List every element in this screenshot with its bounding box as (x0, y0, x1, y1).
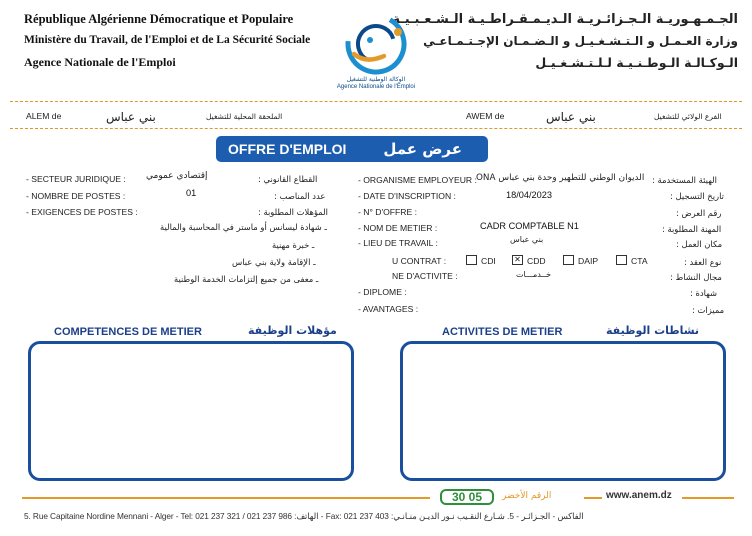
exigence-2: ـ خبرة مهنية (272, 240, 315, 250)
offre-label: - N° D'OFFRE : (358, 207, 418, 217)
competences-title-ar: مؤهلات الوظيفة (248, 324, 337, 337)
footer-address: 5. Rue Capitaine Nordine Mennani - Alger - Tel: 021 237 321 / 021 237 986 :الهاتف - Fax: 021 237 403 :الفاكس - الجـزائـر - 5. شـارع النقـيب نـور الديـن منـانـي (24, 511, 584, 521)
footer-line-mid (584, 497, 602, 499)
organisme-value: الديوان الوطني للتطهير وحدة بني عباس ONA (476, 173, 645, 183)
awem-label: AWEM de (466, 111, 505, 121)
website-link[interactable]: www.anem.dz (606, 490, 672, 501)
exigence-1: ـ شهادة ليسانس أو ماستر في المحاسبة والمالية (160, 222, 327, 232)
lieu-value: بني عباس (510, 235, 544, 244)
cdi-checkbox[interactable] (466, 255, 477, 265)
activites-title-ar: نشاطات الوظيفة (606, 324, 700, 337)
header-ar-line3: الـوكـالـة الـوطـنـيـة لـلـتـشـغـيـل (535, 55, 738, 70)
offer-title-fr: OFFRE D'EMPLOI (228, 141, 347, 157)
logo-ar-text: الوكالة الوطنية للتشغيل (346, 76, 406, 83)
exigences-ar-label: المؤهلات المطلوبة : (258, 207, 329, 217)
date-label: - DATE D'INSCRIPTION : (358, 191, 456, 201)
lieu-label: - LIEU DE TRAVAIL : (358, 238, 438, 248)
secteur-value: إقتصادي عمومي (146, 171, 208, 181)
postes-value: 01 (186, 188, 197, 198)
alem-label: ALEM de (26, 111, 62, 121)
green-number: 30 05 (440, 489, 494, 505)
avantages-label: - AVANTAGES : (358, 304, 419, 314)
anem-logo-icon (326, 10, 426, 76)
daip-label: DAIP (578, 256, 599, 266)
exigences-label: - EXIGENCES DE POSTES : (26, 207, 138, 217)
exigence-4: ـ معفى من جميع إلتزامات الخدمة الوطنية (174, 274, 319, 284)
alem-ar-label: الملحقة المحلية للتشغيل (206, 112, 283, 121)
offre-ar-label: رقم العرض : (676, 208, 722, 218)
diplome-label: - DIPLOME : (358, 287, 407, 297)
awem-value: بني عباس (546, 110, 596, 124)
header-fr-line2: Ministère du Travail, de l'Emploi et de La Sécurité Sociale (24, 34, 311, 46)
activites-panel[interactable] (400, 341, 726, 481)
cdd-label: CDD (527, 256, 546, 266)
cdd-checkbox[interactable]: ✕ (512, 255, 523, 265)
header-fr-line1: République Algérienne Démocratique et Populaire (24, 12, 294, 26)
lieu-ar-label: مكان العمل : (676, 239, 723, 249)
organisme-ar-label: الهيئة المستخدمة : (652, 175, 717, 185)
exigence-3: ـ الإقامة ولاية بني عباس (232, 257, 316, 267)
metier-label: - NOM DE METIER : (358, 223, 438, 233)
header-ar-line2: وزارة العـمـل و الـتـشـغـيـل و الـضـمـان الإجـتـمـاعـي (423, 34, 738, 48)
date-ar-label: تاريخ التسجيل : (670, 191, 724, 201)
postes-label: - NOMBRE DE POSTES : (26, 191, 126, 201)
alem-value: بني عباس (106, 110, 156, 124)
metier-ar-label: المهنة المطلوبة : (662, 224, 722, 234)
footer-line-left (22, 497, 430, 499)
activite-value: خــدمـــات (516, 270, 552, 279)
organisme-label: - ORGANISME EMPLOYEUR : (358, 175, 477, 185)
contrat-ar-label: نوع العقد : (684, 257, 722, 267)
cta-label: CTA (631, 256, 648, 266)
competences-title-fr: COMPETENCES DE METIER (54, 326, 202, 338)
competences-panel[interactable] (28, 341, 354, 481)
daip-checkbox[interactable] (563, 255, 574, 265)
cta-checkbox[interactable] (616, 255, 627, 265)
footer-line-right (682, 497, 734, 499)
offer-title-ar: عرض عمل (383, 140, 462, 158)
header-ar-line1: الجـمـهـوريـة الـجـزائـريـة الـديـمـقـراطـيـة الـشـعـبـيـة (392, 12, 738, 27)
secteur-label: - SECTEUR JURIDIQUE : (26, 174, 126, 184)
diplome-ar-label: شهادة : (690, 288, 718, 298)
header-fr-line3: Agence Nationale de l'Emploi (24, 55, 176, 69)
avantages-ar-label: مميزات : (692, 305, 725, 315)
contrat-label: U CONTRAT : (392, 256, 447, 266)
activite-label: NE D'ACTIVITE : (392, 271, 458, 281)
agency-divider (10, 128, 742, 129)
logo-fr-text: Agence Nationale de l'Emploi (336, 84, 416, 90)
secteur-ar-label: القطاع القانوني : (258, 174, 318, 184)
date-value: 18/04/2023 (506, 190, 552, 200)
postes-ar-label: عدد المناصب : (274, 191, 326, 201)
cdi-label: CDI (481, 256, 496, 266)
activites-title-fr: ACTIVITES DE METIER (442, 326, 563, 338)
activite-ar-label: مجال النشاط : (670, 272, 722, 282)
anem-logo (326, 10, 426, 94)
metier-value: CADR COMPTABLE N1 (480, 221, 579, 231)
green-number-ar: الرقم الأخضر (502, 491, 552, 501)
header-divider (10, 101, 742, 102)
offer-title-box (216, 136, 488, 162)
awem-ar-label: الفرع الولائي للتشغيل (654, 112, 722, 121)
